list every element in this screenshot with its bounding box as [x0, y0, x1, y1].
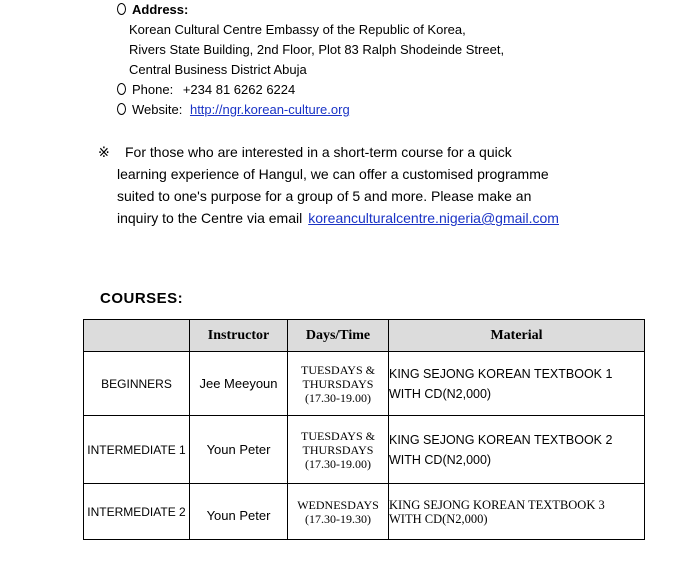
days-line-1: WEDNESDAYS [297, 497, 379, 512]
course-instructor: Jee Meeyoun [190, 352, 288, 416]
website-link[interactable]: http://ngr.korean-culture.org [189, 102, 350, 117]
circle-bullet-icon [117, 83, 126, 95]
note-line-4-text: inquiry to the Centre via email [117, 210, 303, 226]
address-line-2: Rivers State Building, 2nd Floor, Plot 83 Ralph Shodeinde Street, [129, 42, 505, 57]
header-days-time: Days/Time [288, 320, 389, 352]
phone-label: Phone: [132, 82, 174, 97]
note-line-4 [117, 210, 559, 226]
course-instructor: Youn Peter [190, 484, 288, 540]
note-line-1: For those who are interested in a short-term course for a quick [125, 144, 512, 160]
header-level [84, 320, 190, 352]
days-line-1: TUESDAYS & [301, 362, 375, 377]
time-line: (17.30-19.00) [305, 456, 371, 471]
note-line-2: learning experience of Hangul, we can offer a customised programme [117, 166, 549, 182]
table-row [84, 416, 645, 484]
reference-mark-icon: ※ [98, 144, 110, 160]
days-line-2: THURSDAYS [302, 376, 374, 391]
course-material [389, 416, 645, 484]
circle-bullet-icon [117, 103, 126, 115]
material-line-1: KING SEJONG KOREAN TEXTBOOK 3 [389, 497, 605, 512]
website-row [117, 102, 350, 117]
website-label: Website: [132, 102, 183, 117]
header-material: Material [389, 320, 645, 352]
phone-value: +234 81 6262 6224 [182, 82, 296, 97]
table-header-row [84, 320, 645, 352]
address-line-1: Korean Cultural Centre Embassy of the Republic of Korea, [129, 22, 466, 37]
table-row [84, 352, 645, 416]
days-line-2: THURSDAYS [302, 442, 374, 457]
material-line-1: KING SEJONG KOREAN TEXTBOOK 1 [389, 366, 613, 381]
address-label: Address: [132, 2, 189, 17]
material-line-2: WITH CD(N2,000) [389, 511, 488, 526]
days-line-1: TUESDAYS & [301, 428, 375, 443]
material-line-1: KING SEJONG KOREAN TEXTBOOK 2 [389, 432, 613, 447]
table-row [84, 484, 645, 540]
address-line-3: Central Business District Abuja [129, 62, 307, 77]
circle-bullet-icon [117, 3, 126, 15]
material-line-2: WITH CD(N2,000) [389, 386, 492, 401]
header-instructor: Instructor [190, 320, 288, 352]
course-days-time [288, 352, 389, 416]
course-level: INTERMEDIATE 1 [84, 416, 190, 484]
course-material [389, 352, 645, 416]
course-level: INTERMEDIATE 2 [84, 484, 190, 540]
courses-heading: COURSES: [100, 290, 184, 307]
course-level: BEGINNERS [84, 352, 190, 416]
course-instructor: Youn Peter [190, 416, 288, 484]
address-row [117, 2, 188, 17]
phone-row [117, 82, 295, 97]
material-line-2: WITH CD(N2,000) [389, 452, 492, 467]
courses-table [83, 319, 645, 540]
email-link[interactable]: koreanculturalcentre.nigeria@gmail.com [308, 210, 559, 226]
time-line: (17.30-19.00) [305, 390, 371, 405]
time-line: (17.30-19.30) [305, 511, 371, 526]
course-material [389, 484, 645, 540]
course-days-time [288, 416, 389, 484]
course-days-time [288, 484, 389, 540]
note-line-3: suited to one's purpose for a group of 5 and more. Please make an [117, 188, 532, 204]
